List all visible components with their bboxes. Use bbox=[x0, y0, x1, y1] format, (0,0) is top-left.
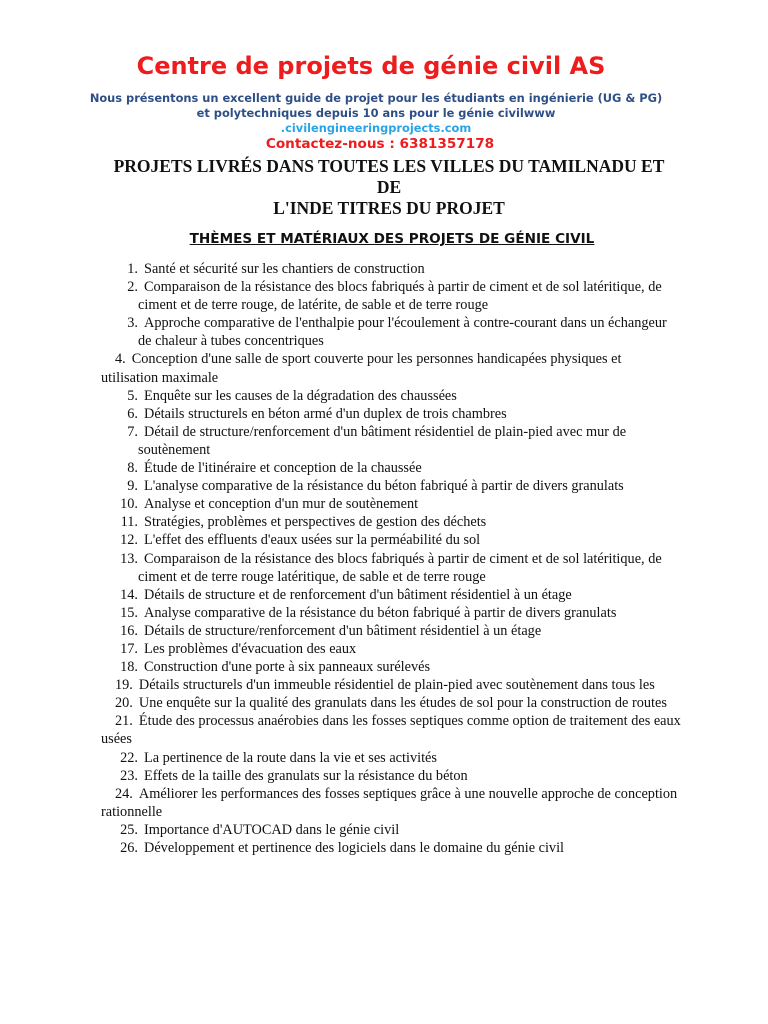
project-list bbox=[101, 260, 681, 857]
item-number: 8. bbox=[127, 460, 138, 477]
item-text: Détails structurels en béton armé d'un duplex de trois chambres bbox=[144, 405, 507, 422]
item-text: L'analyse comparative de la résistance du béton fabriqué à partir de divers granulats bbox=[144, 478, 624, 495]
item-text: Conception d'une salle de sport couverte pour les personnes handicapées physiques et utilisation maximale bbox=[101, 351, 622, 386]
contact-phone: Contactez-nous : 6381357178 bbox=[265, 136, 495, 152]
item-text: Détails de structure et de renforcement d'un bâtiment résidentiel à un étage bbox=[144, 586, 572, 603]
item-number: 2. bbox=[127, 279, 138, 296]
list-item bbox=[101, 694, 681, 712]
item-text: L'effet des effluents d'eaux usées sur la perméabilité du sol bbox=[144, 532, 481, 549]
list-item bbox=[101, 839, 681, 857]
list-item bbox=[101, 622, 681, 640]
item-text: Stratégies, problèmes et perspectives de gestion des déchets bbox=[144, 514, 487, 531]
item-text: Construction d'une porte à six panneaux surélevés bbox=[144, 659, 431, 676]
list-item bbox=[101, 749, 681, 767]
list-item bbox=[101, 785, 681, 821]
item-text: Enquête sur les causes de la dégradation des chaussées bbox=[144, 387, 457, 404]
item-text: Effets de la taille des granulats sur la résistance du béton bbox=[144, 767, 468, 784]
item-text: Développement et pertinence des logiciels dans le domaine du génie civil bbox=[144, 840, 565, 856]
item-text: Étude des processus anaérobies dans les fosses septiques comme option de traitement des eaux usées bbox=[101, 713, 681, 748]
list-item bbox=[101, 604, 681, 622]
list-item bbox=[101, 676, 681, 694]
list-item bbox=[101, 495, 681, 513]
item-text: Analyse comparative de la résistance du béton fabriqué à partir de divers granulats bbox=[144, 604, 617, 621]
item-number: 24. bbox=[115, 785, 133, 802]
list-item bbox=[101, 767, 681, 785]
item-number: 15. bbox=[120, 604, 138, 621]
website-link[interactable]: .civilengineeringprojects.com bbox=[280, 121, 472, 135]
item-number: 21. bbox=[115, 713, 133, 730]
item-text: Détails de structure/renforcement d'un bâtiment résidentiel à un étage bbox=[144, 622, 542, 639]
item-number: 23. bbox=[120, 767, 138, 784]
page-title: Centre de projets de génie civil AS bbox=[136, 52, 606, 80]
item-text: Analyse et conception d'un mur de soutènement bbox=[144, 496, 419, 513]
list-item bbox=[101, 314, 681, 350]
item-number: 12. bbox=[120, 532, 138, 549]
list-item bbox=[101, 387, 681, 405]
main-heading bbox=[96, 156, 682, 219]
list-item bbox=[101, 712, 681, 748]
list-item bbox=[101, 513, 681, 531]
item-number: 20. bbox=[115, 695, 133, 712]
list-item bbox=[101, 405, 681, 423]
item-number: 7. bbox=[127, 423, 138, 440]
item-number: 25. bbox=[120, 821, 138, 838]
item-number: 4. bbox=[115, 351, 126, 368]
list-item bbox=[101, 278, 681, 314]
item-text: Améliorer les performances des fosses septiques grâce à une nouvelle approche de conception rationnelle bbox=[101, 785, 678, 820]
item-number: 3. bbox=[127, 315, 138, 332]
item-number: 11. bbox=[120, 514, 138, 531]
intro-line-2: et polytechniques depuis 10 ans pour le génie civilwww bbox=[196, 106, 556, 120]
list-item bbox=[101, 550, 681, 586]
item-number: 10. bbox=[120, 496, 138, 513]
item-number: 17. bbox=[120, 640, 138, 657]
item-text: Importance d'AUTOCAD dans le génie civil bbox=[144, 821, 400, 838]
item-text: La pertinence de la route dans la vie et ses activités bbox=[144, 749, 437, 766]
item-text: Comparaison de la résistance des blocs fabriqués à partir de ciment et de sol latéritique, de ciment et de terre rouge latéritique, de sable et de terre rouge bbox=[138, 550, 662, 585]
intro-line-1: Nous présentons un excellent guide de projet pour les étudiants en ingénierie (UG & PG) bbox=[89, 91, 663, 105]
list-item bbox=[101, 260, 681, 278]
item-number: 19. bbox=[115, 677, 133, 694]
list-item bbox=[101, 821, 681, 839]
list-item bbox=[101, 640, 681, 658]
item-text: Les problèmes d'évacuation des eaux bbox=[144, 640, 357, 657]
item-number: 26. bbox=[120, 840, 138, 856]
item-number: 9. bbox=[127, 478, 138, 495]
item-number: 13. bbox=[120, 550, 138, 567]
item-text: Comparaison de la résistance des blocs fabriqués à partir de ciment et de sol latéritique, de ciment et de terre rouge, de latérite, de sable et de terre rouge bbox=[138, 279, 662, 314]
list-item bbox=[101, 658, 681, 676]
main-heading-line-1: PROJETS LIVRÉS DANS TOUTES LES VILLES DU TAMILNADU ET bbox=[113, 156, 665, 176]
main-heading-line-2: DE bbox=[376, 177, 402, 197]
item-text: Approche comparative de l'enthalpie pour l'écoulement à contre-courant dans un échangeur de chaleur à tubes concentriques bbox=[138, 315, 667, 350]
item-number: 6. bbox=[127, 405, 138, 422]
item-text: Une enquête sur la qualité des granulats dans les études de sol pour la construction de routes bbox=[138, 695, 667, 712]
item-number: 16. bbox=[120, 622, 138, 639]
list-item bbox=[101, 531, 681, 549]
item-number: 18. bbox=[120, 659, 138, 676]
item-text: Détail de structure/renforcement d'un bâtiment résidentiel de plain-pied avec mur de soutènement bbox=[138, 423, 627, 458]
item-text: Détails structurels d'un immeuble résidentiel de plain-pied avec soutènement dans tous les bbox=[138, 677, 655, 694]
item-number: 1. bbox=[127, 261, 138, 277]
list-item bbox=[101, 459, 681, 477]
item-text: Étude de l'itinéraire et conception de la chaussée bbox=[144, 460, 422, 477]
list-item bbox=[101, 350, 681, 386]
list-item bbox=[101, 423, 681, 459]
item-text: Santé et sécurité sur les chantiers de construction bbox=[144, 261, 425, 277]
section-title: THÈMES ET MATÉRIAUX DES PROJETS DE GÉNIE CIVIL bbox=[189, 231, 595, 247]
list-item bbox=[101, 586, 681, 604]
list-item bbox=[101, 477, 681, 495]
item-number: 14. bbox=[120, 586, 138, 603]
item-number: 22. bbox=[120, 749, 138, 766]
main-heading-line-3: L'INDE TITRES DU PROJET bbox=[273, 198, 505, 218]
item-number: 5. bbox=[127, 387, 138, 404]
